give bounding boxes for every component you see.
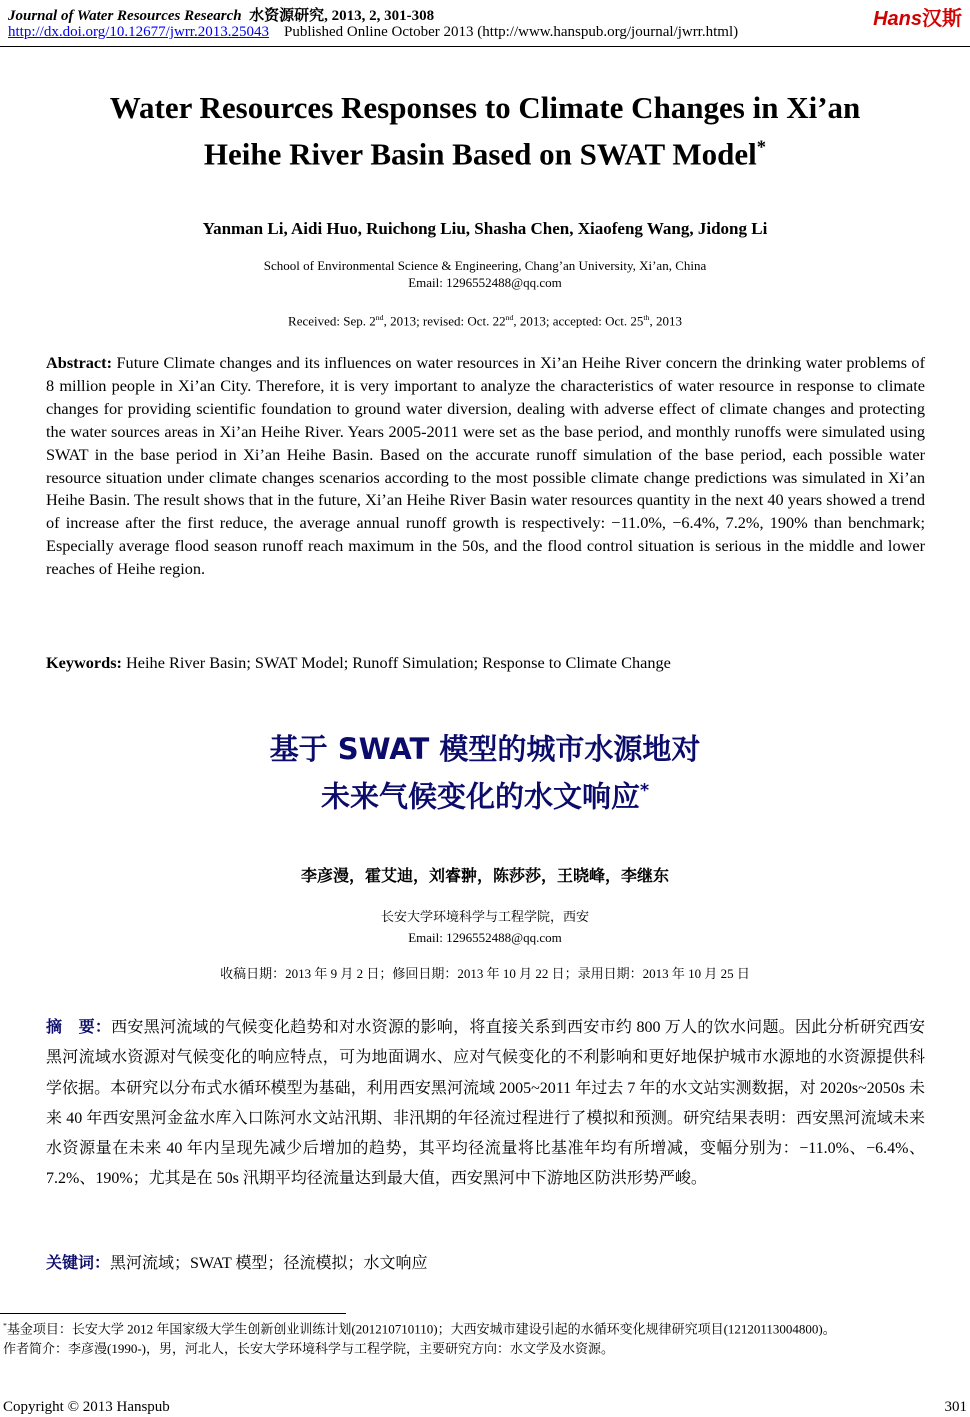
page-number: 301 (944, 1399, 967, 1415)
chinese-keywords: 关键词：黑河流域；SWAT 模型；径流模拟；水文响应 (46, 1253, 428, 1272)
chinese-title: 基于 SWAT 模型的城市水源地对 未来气候变化的水文响应* (269, 732, 701, 814)
footnote-rule (0, 1313, 346, 1314)
hans-logo: Hans汉斯 (873, 8, 962, 30)
header-rule (0, 46, 970, 47)
english-dates: Received: Sep. 2nd, 2013; revised: Oct. 22nd, 2013; accepted: Oct. 25th, 2013 (288, 313, 682, 329)
doi-link[interactable]: http://dx.doi.org/10.12677/jwrr.2013.25043 (8, 24, 269, 40)
english-affiliation: School of Environmental Science & Engineering, Chang’an University, Xi’an, China Email: 1296552488@qq.com (0, 257, 970, 291)
english-keywords: Keywords: Heihe River Basin; SWAT Model; Runoff Simulation; Response to Climate Change (46, 653, 671, 672)
journal-issue: 水资源研究, 2013, 2, 301-308 (249, 8, 435, 24)
footnote: *基金项目：长安大学 2012 年国家级大学生创新创业训练计划(201210710110)；大西安城市建设引起的水循环变化规律研究项目(12120113004800)。 作者简介：李彦漫(1990-)，男，河北人，长安大学环境科学与工程学院，主要研究方向：水文学及水资源。 (3, 1321, 836, 1357)
english-abstract: Abstract: Future Climate changes and its influences on water resources in Xi’an Heihe River concern the drinking water problems of 8 million people in Xi’an City. Therefore, it is very important to analyze the characteristics of water resource in response to climate changes for providing scientific foundation to ground water diversion, dealing with adverse effect of climate changes and protecting the water sources areas in Xi’an Heihe River. Years 2005-2011 were set as the base period, and monthly runoffs were simulated using SWAT in the base period in Xi’an Heihe Basin. Based on the accurate runoff simulation of the base period, each possible water resource situation under climate changes scenarios according to the most possible climate change predictions was simulated in Xi’an Heihe Basin. The result shows that in the future, Xi’an Heihe River Basin water resources quantity in the next 40 years showed a trend of increase after the first reduce, the average annual runoff growth is respectively: −11.0%, −6.4%, 7.2%, 190% than benchmark; Especially average flood season runoff reach maximum in the 50s, and the flood control situation is serious in the middle and lower reaches of Heihe region. (46, 353, 925, 579)
published-info: Published Online October 2013 (http://www.hanspub.org/journal/jwrr.html) (283, 24, 739, 40)
english-title: Water Resources Responses to Climate Changes in Xi’an Heihe River Basin Based on SWAT Model* (109, 90, 861, 172)
journal-name: Journal of Water Resources Research (8, 8, 242, 24)
doi-line (8, 24, 738, 41)
journal-header (8, 4, 434, 25)
copyright: Copyright © 2013 Hanspub (3, 1399, 170, 1415)
page-footer (3, 1399, 967, 1416)
chinese-affiliation: 长安大学环境科学与工程学院，西安 Email: 1296552488@qq.com (380, 909, 589, 945)
chinese-authors: 李彦漫，霍艾迪，刘睿翀，陈莎莎，王晓峰，李继东 (300, 866, 669, 885)
chinese-dates: 收稿日期：2013 年 9 月 2 日；修回日期：2013 年 10 月 22 日；录用日期：2013 年 10 月 25 日 (220, 966, 750, 981)
english-authors: Yanman Li, Aidi Huo, Ruichong Liu, Shasha Chen, Xiaofeng Wang, Jidong Li (202, 219, 768, 238)
email: Email: 1296552488@qq.com (408, 275, 562, 290)
chinese-abstract: 摘 要：西安黑河流域的气候变化趋势和对水资源的影响，将直接关系到西安市约 800 万人的饮水问题。因此分析研究西安黑河流域水资源对气候变化的响应特点，可为地面调水、应对气候变化的不利影响和更好地保护城市水源地的水资源提供科学依据。本研究以分布式水循环模型为基础，利用西安黑河流域 2005~2011 年过去 7 年的水文站实测数据，对 2020s~2050s 未来 40 年西安黑河金盆水库入口陈河水文站汛期、非汛期的年径流过程进行了模拟和预测。研究结果表明：西安黑河流域未来水资源量在未来 40 年内呈现先减少后增加的趋势，其平均径流量将比基准年均有所增减，变幅分别为：−11.0%、−6.4%、7.2%、190%；尤其是在 50s 汛期平均径流量达到最大值，西安黑河中下游地区防洪形势严峻。 (46, 1017, 925, 1188)
